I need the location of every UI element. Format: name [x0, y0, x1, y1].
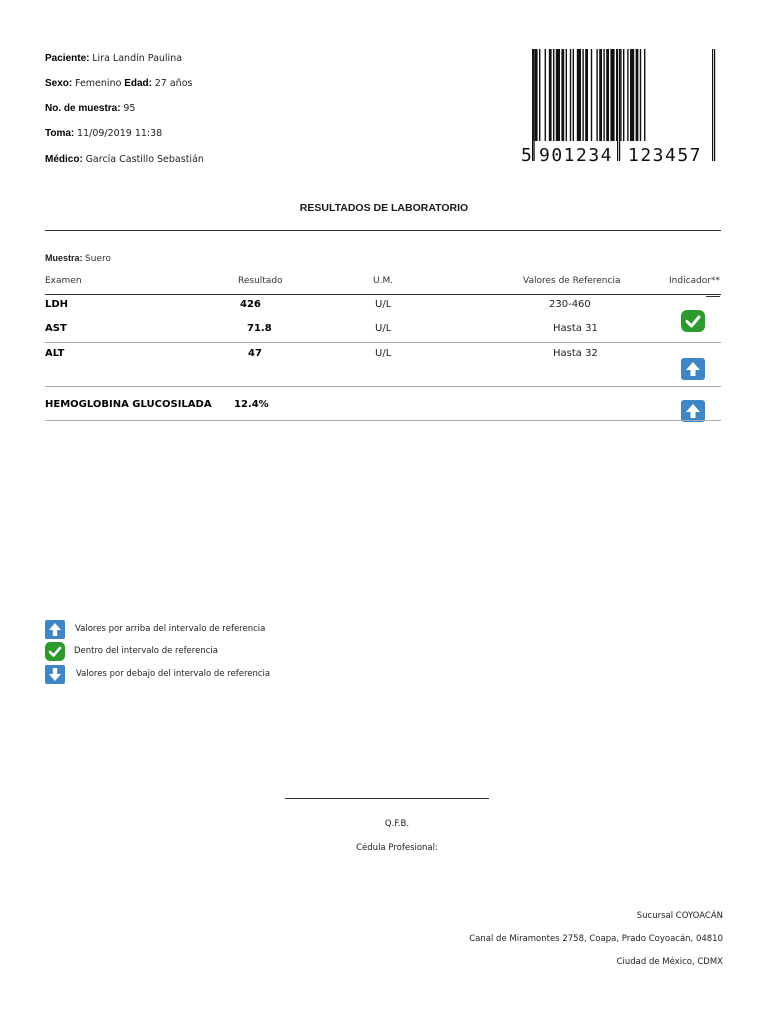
exam-name: HEMOGLOBINA GLUCOSILADA: [45, 399, 212, 410]
branch-city: Ciudad de México, CDMX: [616, 957, 723, 967]
patient-sex-label: Sexo:: [45, 78, 73, 89]
title-divider: [45, 230, 721, 231]
legend-within: Dentro del intervalo de referencia: [74, 646, 218, 656]
signature-title: Q.F.B.: [384, 819, 410, 829]
column-indicator: Indicador**: [669, 276, 720, 286]
barcode-guard-bar: [532, 49, 533, 161]
barcode-bar: [627, 49, 628, 141]
column-result: Resultado: [238, 276, 283, 286]
exam-name: LDH: [45, 299, 69, 310]
header-divider: [45, 294, 721, 295]
barcode-bar: [573, 49, 574, 141]
sample-number-label: No. de muestra:: [45, 103, 121, 114]
exam-result: 71.8: [247, 323, 272, 334]
check-icon: [681, 310, 705, 332]
patient-age-label: Edad:: [124, 78, 152, 89]
barcode-guard-bar: [617, 49, 618, 161]
exam-result: 47: [248, 348, 262, 359]
barcode-bar: [630, 49, 634, 141]
legend-above: Valores por arriba del intervalo de referencia: [75, 624, 266, 634]
row-divider: [45, 342, 721, 343]
exam-result: 426: [240, 299, 261, 310]
table-row: [0, 299, 768, 317]
sample-number-line: [45, 103, 135, 114]
barcode-bar: [596, 49, 597, 141]
patient-sex: Femenino: [75, 78, 122, 89]
sample-number: 95: [123, 103, 136, 114]
column-exam: Examen: [45, 276, 82, 286]
table-row: [0, 399, 768, 417]
report-title: RESULTADOS DE LABORATORIO: [299, 202, 469, 214]
barcode-bar: [585, 49, 588, 141]
exam-unit: U/L: [375, 348, 392, 359]
barcode-bar: [610, 49, 614, 141]
sample-taken-line: [45, 128, 162, 139]
barcode-bar: [623, 49, 624, 141]
branch-name: Sucursal COYOACÁN: [636, 911, 723, 921]
barcode-guard-bar: [714, 49, 715, 161]
barcode-bar: [539, 49, 540, 141]
results-header-row: [0, 276, 768, 294]
barcode-bar: [591, 49, 592, 141]
exam-unit: U/L: [375, 299, 392, 310]
barcode-guard-bar: [534, 49, 535, 161]
barcode-bar: [644, 49, 645, 141]
barcode-bar: [603, 49, 604, 141]
barcode-left-group: 901234: [539, 145, 614, 163]
barcode-bar: [556, 49, 560, 141]
barcode-bar: [566, 49, 567, 141]
row-divider: [45, 420, 721, 421]
arrow-up-icon: [45, 620, 65, 639]
arrow-up-icon: [681, 358, 705, 380]
barcode-bar: [549, 49, 552, 141]
signature-line: [285, 798, 489, 799]
exam-reference: Hasta 32: [553, 348, 598, 359]
patient-age: 27 años: [154, 78, 193, 89]
barcode-bar: [577, 49, 581, 141]
barcode-bar: [599, 49, 602, 141]
barcode-bar: [570, 49, 571, 141]
exam-unit: U/L: [375, 323, 392, 334]
exam-reference: Hasta 31: [553, 323, 598, 334]
barcode-bar: [606, 49, 609, 141]
barcode-first-digit: 5: [521, 145, 532, 163]
barcode-bar: [620, 49, 621, 141]
column-unit: U.M.: [373, 276, 394, 286]
exam-reference: 230-460: [549, 299, 591, 310]
exam-result: 12.4%: [234, 399, 269, 410]
barcode-bar: [561, 49, 564, 141]
indicator-column-mark: [706, 296, 720, 297]
barcode-guard-bar: [712, 49, 713, 161]
signature-license: Cédula Profesional:: [356, 843, 438, 853]
patient-name-line: [45, 53, 182, 64]
table-row: [0, 348, 768, 366]
table-row: [0, 323, 768, 341]
barcode-bar: [535, 49, 538, 141]
patient-name: Lira Landín Paulina: [92, 53, 183, 64]
doctor-line: [45, 154, 204, 165]
sample-type-line: [45, 253, 111, 264]
arrow-down-icon: [45, 665, 65, 684]
branch-address: Canal de Miramontes 2758, Coapa, Prado Coyoacán, 04810: [469, 934, 723, 944]
barcode-bar: [553, 49, 554, 141]
barcode-right-group: 123457: [628, 145, 703, 163]
exam-name: AST: [45, 323, 67, 334]
sample-taken: 11/09/2019 11:38: [77, 128, 163, 139]
doctor-name: García Castillo Sebastián: [85, 154, 204, 165]
barcode-bar: [636, 49, 639, 141]
sample-type: Suero: [85, 254, 111, 264]
legend-below: Valores por debajo del intervalo de referencia: [76, 669, 271, 679]
row-divider: [45, 386, 721, 387]
barcode: [519, 47, 724, 163]
sample-taken-label: Toma:: [45, 128, 75, 139]
exam-name: ALT: [45, 348, 65, 359]
barcode-bar: [640, 49, 641, 141]
patient-name-label: Paciente:: [45, 53, 90, 64]
column-reference: Valores de Referencia: [523, 276, 621, 286]
barcode-guard-bar: [619, 49, 620, 161]
check-icon: [45, 642, 65, 661]
barcode-bar: [582, 49, 583, 141]
doctor-label: Médico:: [45, 154, 83, 165]
barcode-bar: [545, 49, 546, 141]
sample-type-label: Muestra:: [45, 253, 83, 263]
patient-sex-age-line: [45, 78, 192, 89]
